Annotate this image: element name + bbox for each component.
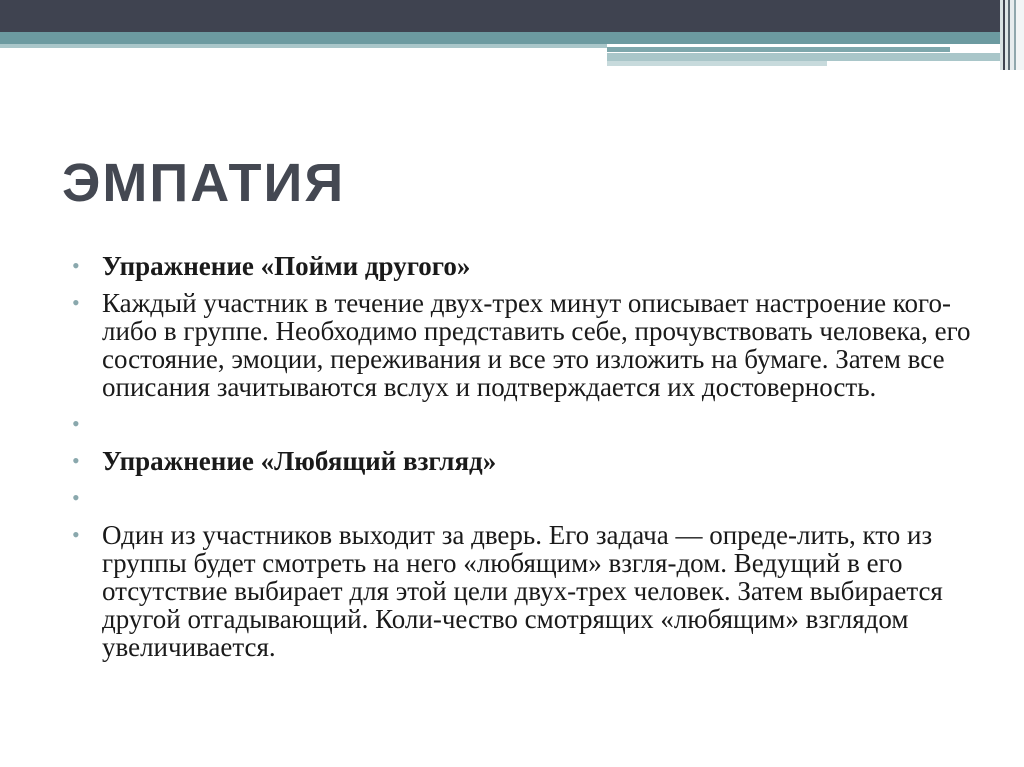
bullet-dot-icon: • <box>72 448 80 473</box>
bullet-dot-icon: • <box>72 290 80 315</box>
bullet-text: Упражнение «Любящий взгляд» <box>102 446 497 476</box>
bullet-item-exercise-2-description <box>72 521 972 661</box>
header-bar-dark <box>0 0 1000 32</box>
bullet-item-empty-2 <box>72 484 972 512</box>
bullet-text: Один из участников выходит за дверь. Его задача — опреде-лить, кто из группы будет смотреть на него «любящим» взгля-дом. Ведущий в его отсутствие выбирает для этой цели двух-трех человек. Затем выбирается другой отгадывающий. Коли-чество смотрящих «любящим» взглядом увеличивается. <box>102 520 943 662</box>
bullet-item-exercise-2-title <box>72 447 972 475</box>
header-bar-extension-1 <box>607 47 950 52</box>
bullet-item-exercise-1-description <box>72 289 972 401</box>
bullet-list <box>72 252 972 670</box>
slide-title: ЭМПАТИЯ <box>62 153 346 213</box>
bullet-item-empty-1 <box>72 410 972 438</box>
bullet-text: Упражнение «Пойми другого» <box>102 251 471 281</box>
bullet-dot-icon: • <box>72 522 80 547</box>
bullet-dot-icon: • <box>72 485 80 510</box>
bullet-dot-icon: • <box>72 253 80 278</box>
header-bar-teal <box>0 32 1000 44</box>
bullet-item-exercise-1-title <box>72 252 972 280</box>
bullet-dot-icon: • <box>72 411 80 436</box>
header-right-stripes <box>1000 0 1024 70</box>
header-bar-extension-3 <box>607 61 827 66</box>
bullet-text: Каждый участник в течение двух-трех минут описывает настроение кого-либо в группе. Необходимо представить себе, прочувствовать человека, его состояние, эмоции, переживания и все это изложить на бумаге. Затем все описания зачитываются вслух и подтверждается их достоверность. <box>102 288 971 402</box>
header-bar-extension-2 <box>607 53 1000 61</box>
header-bar-teal-light <box>0 44 607 48</box>
